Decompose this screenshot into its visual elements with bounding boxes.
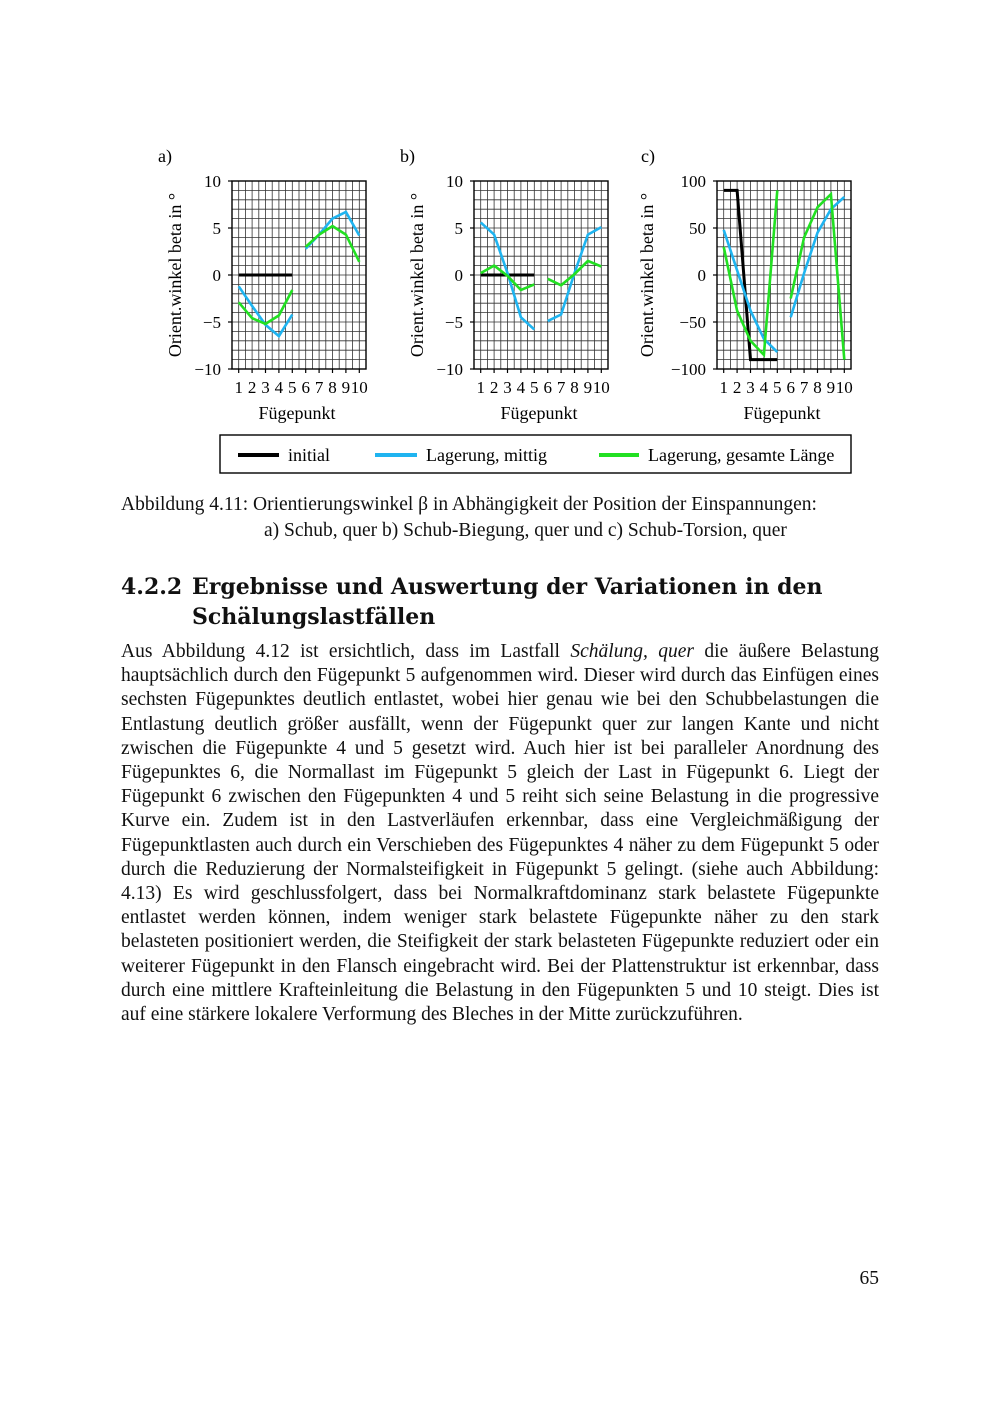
y-axis-label: Orient.winkel beta in ° <box>407 192 427 358</box>
chart-panel-b <box>400 146 610 423</box>
x-tick-label: 6 <box>786 378 795 397</box>
figure-caption <box>121 492 881 544</box>
x-tick-label: 10 <box>592 378 610 397</box>
caption-line-1: Abbildung 4.11: Orientierungswinkel β in Abhängigkeit der Position der Einspannungen: <box>121 494 817 515</box>
x-tick-label: 4 <box>759 378 769 397</box>
y-tick-label: 0 <box>697 266 706 285</box>
section-heading <box>121 572 901 632</box>
y-tick-label: 100 <box>680 172 706 191</box>
x-tick-label: 3 <box>261 378 270 397</box>
x-tick-label: 6 <box>301 378 310 397</box>
x-tick-label: 6 <box>543 378 552 397</box>
y-tick-label: 0 <box>212 266 221 285</box>
x-tick-label: 10 <box>350 378 368 397</box>
x-tick-label: 5 <box>773 378 782 397</box>
x-tick-label: 9 <box>583 378 593 397</box>
figure-svg <box>0 0 1000 480</box>
panel-label: c) <box>641 146 655 166</box>
y-tick-label: 0 <box>454 266 463 285</box>
section-title-line-2: Schälungslastfällen <box>192 604 436 630</box>
x-tick-label: 10 <box>835 378 853 397</box>
x-tick-label: 7 <box>314 378 324 397</box>
y-axis-label: Orient.winkel beta in ° <box>165 192 185 358</box>
x-axis-label: Fügepunkt <box>500 403 578 423</box>
x-tick-label: 1 <box>476 378 485 397</box>
paragraph-text-2: die äußere Belastung hauptsächlich durch den Fügepunkt 5 aufgenommen wird. Dieser wird durch das Einfügen eines sechsten Fügepunktes deutlich entlastet, wobei hier genau wie bei den Schubbelastungen die Entlastung deutlich größer ausfällt, wenn der Fügepunkt quer zur langen Kante und nicht zwischen die Fügepunkte 4 und 5 gesetzt wird. Auch hier ist bei paralleler Anordnung des Fügepunktes 6, die Normallast im Fügepunkt 5 gleich der Last in Fügepunkt 6. Liegt der Fügepunkt 6 zwischen den Fügepunkten 4 und 5 reiht sich seine Belastung in die progressive Kurve ein. Zudem ist in den Lastverläufen erkennbar, dass eine Vergleichmäßigung der Fügepunktlasten auch durch ein Verschieben des Fügepunktes 4 näher zu dem Fügepunkt 5 oder durch die Reduzierung der Normalsteifigkeit in Fügepunkt 5 gelingt. (siehe auch Abbildung: 4.13) Es wird geschlussfolgert, dass bei Normalkraftdominanz stark belastete Fügepunkte entlastet werden können, indem weniger stark belastete Fügepunkte näher zu den stark belasteten positioniert werden, die Steifigkeit der stark belasteten Fügepunkte reduziert oder ein weiterer Fügepunkt in den Flansch eingebracht wird. Bei der Plattenstruktur ist erkennbar, dass durch eine mittlere Krafteinleitung die Belastung in den Fügepunkten 5 und 10 steigt. Dies ist auf eine stärkere lokalere Verformung des Bleches in der Mitte zurückzuführen. <box>121 641 879 1026</box>
x-tick-label: 7 <box>799 378 809 397</box>
section-number: 4.2.2 <box>121 574 183 600</box>
x-tick-label: 2 <box>732 378 742 397</box>
chart-panel-a <box>158 146 368 423</box>
y-tick-label: 5 <box>212 219 221 238</box>
y-tick-label: −5 <box>202 313 221 332</box>
y-tick-label: −50 <box>679 313 706 332</box>
y-tick-label: 5 <box>454 219 463 238</box>
paragraph-emphasis: Schälung, quer <box>570 641 694 662</box>
x-tick-label: 9 <box>826 378 836 397</box>
x-tick-label: 5 <box>530 378 539 397</box>
y-tick-label: 10 <box>446 172 463 191</box>
x-tick-label: 4 <box>516 378 526 397</box>
paragraph-text-1: Aus Abbildung 4.12 ist ersichtlich, dass im Lastfall <box>121 641 571 662</box>
x-tick-label: 3 <box>503 378 512 397</box>
x-tick-label: 1 <box>719 378 728 397</box>
panel-label: b) <box>400 146 415 166</box>
figure <box>0 0 1000 480</box>
x-tick-label: 4 <box>274 378 284 397</box>
y-tick-label: 10 <box>204 172 221 191</box>
y-tick-label: −10 <box>436 360 463 379</box>
x-tick-label: 8 <box>328 378 337 397</box>
y-tick-label: −5 <box>444 313 463 332</box>
panel-label: a) <box>158 146 172 166</box>
x-tick-label: 8 <box>813 378 822 397</box>
x-tick-label: 7 <box>556 378 566 397</box>
x-tick-label: 5 <box>288 378 297 397</box>
legend-label: initial <box>288 445 330 465</box>
section-title-line-1: Ergebnisse und Auswertung der Variationen in den <box>192 574 823 600</box>
caption-line-2: a) Schub, quer b) Schub-Biegung, quer und c) Schub-Torsion, quer <box>264 520 787 541</box>
page-number: 65 <box>859 1268 879 1289</box>
x-tick-label: 9 <box>341 378 351 397</box>
body-paragraph <box>121 640 879 1027</box>
x-axis-label: Fügepunkt <box>258 403 336 423</box>
legend <box>220 435 851 473</box>
y-axis-label: Orient.winkel beta in ° <box>637 192 657 358</box>
x-tick-label: 8 <box>570 378 579 397</box>
x-tick-label: 1 <box>234 378 243 397</box>
chart-panel-c <box>637 146 853 423</box>
x-tick-label: 2 <box>489 378 499 397</box>
legend-label: Lagerung, mittig <box>426 445 547 465</box>
y-tick-label: −100 <box>670 360 706 379</box>
y-tick-label: −10 <box>194 360 221 379</box>
x-tick-label: 2 <box>247 378 257 397</box>
x-tick-label: 3 <box>746 378 755 397</box>
x-axis-label: Fügepunkt <box>743 403 821 423</box>
y-tick-label: 50 <box>689 219 706 238</box>
legend-label: Lagerung, gesamte Länge <box>648 445 835 465</box>
